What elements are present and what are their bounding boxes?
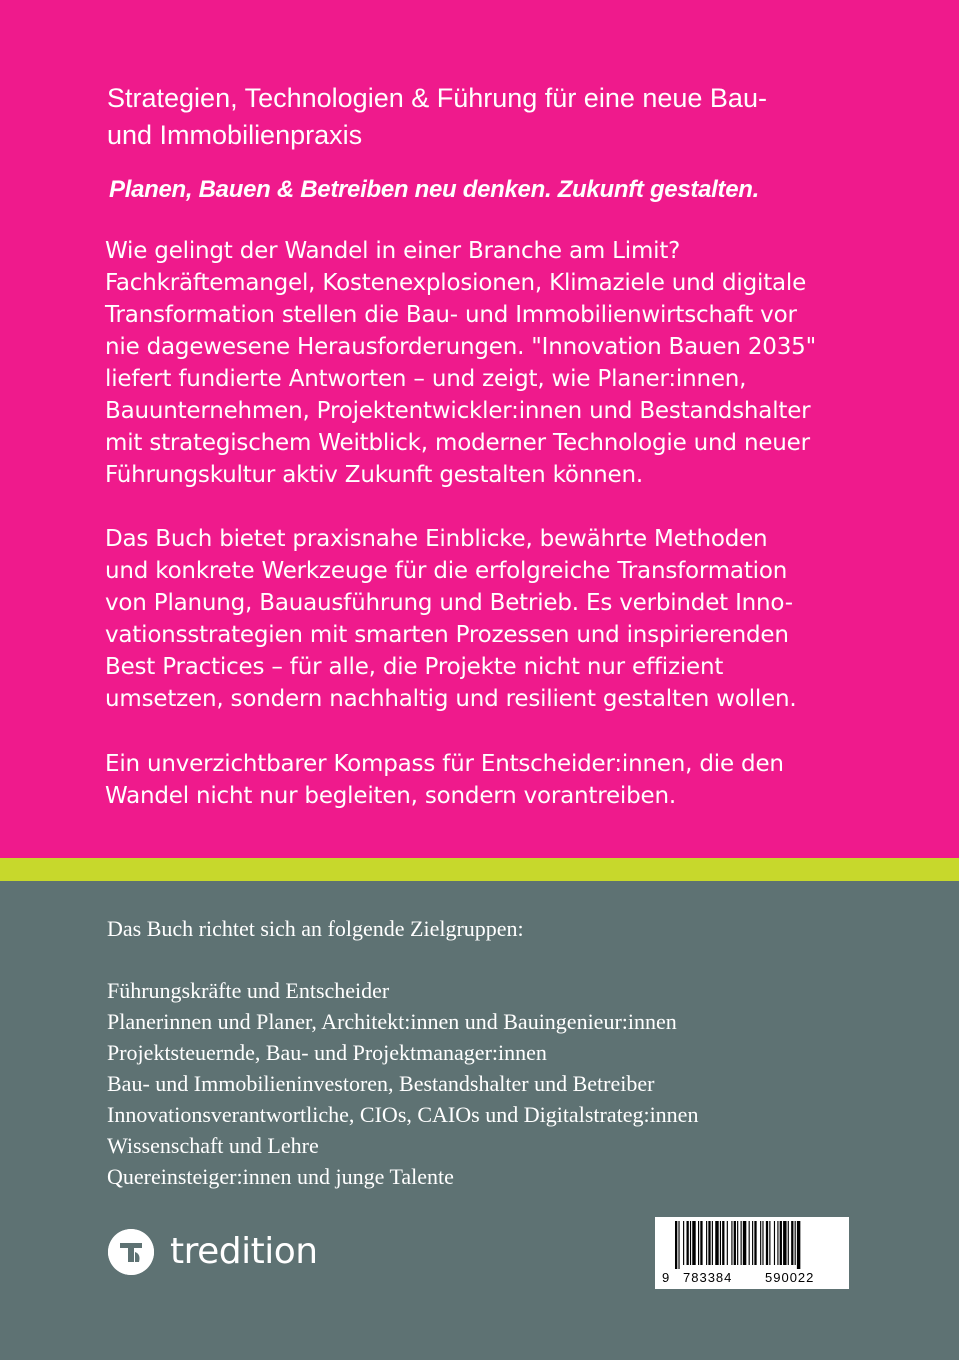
barcode-bar bbox=[743, 1221, 746, 1265]
publisher-brand bbox=[108, 1228, 318, 1276]
barcode-bar bbox=[698, 1221, 699, 1265]
barcode-bar bbox=[690, 1221, 691, 1265]
barcode-bar bbox=[797, 1221, 800, 1269]
target-groups-intro: Das Buch richtet sich an folgende Zielgruppen: bbox=[107, 916, 524, 941]
barcode-bar bbox=[774, 1221, 775, 1265]
barcode-bar bbox=[788, 1221, 789, 1265]
barcode-bar bbox=[700, 1221, 702, 1265]
barcode-bar bbox=[769, 1221, 770, 1265]
barcode-bar bbox=[722, 1221, 724, 1265]
target-groups-list bbox=[107, 975, 698, 1192]
barcode-bar bbox=[678, 1221, 679, 1269]
barcode-right-digits: 590022 bbox=[765, 1270, 815, 1285]
barcode-bar bbox=[683, 1221, 684, 1265]
barcode-bar bbox=[706, 1221, 707, 1265]
barcode-bar bbox=[780, 1221, 782, 1265]
barcode-bar bbox=[762, 1221, 763, 1265]
target-group-item: Wissenschaft und Lehre bbox=[107, 1133, 319, 1158]
barcode-bar bbox=[731, 1221, 732, 1265]
blurb-paragraph: Wie gelingt der Wandel in einer Branche am Limit? Fachkräftemangel, Kostenexplosionen, Klimaziele und digitale Transformation stellen die Bau- und Immobilienwirtschaft vor nie dagewesene Herausforderungen. "Innovation Bauen 2035" liefert fundierte Antworten – und zeigt, wie Planer:innen, Bauunternehmen, Projektentwickler:innen und Bestandshalter mit strategischem Weitblick, moderner Technologie und neuer Führungskultur aktiv Zukunft gestalten können. bbox=[105, 238, 816, 488]
barcode-digits bbox=[655, 1269, 849, 1287]
barcode-bar bbox=[795, 1221, 796, 1265]
publisher-name: tredition bbox=[170, 1231, 318, 1272]
target-group-item: Projektsteuernde, Bau- und Projektmanager:innen bbox=[107, 1040, 547, 1065]
barcode-bar bbox=[777, 1221, 778, 1265]
blurb-paragraph: Das Buch bietet praxisnahe Einblicke, bewährte Methoden und konkrete Werkzeuge für die erfolgreiche Transformation von Planung, Bauausführung und Betrieb. Es verbindet Inno- vationsstrategien mit smarten Prozessen und inspirierenden Best Practices – für alle, die Projekte nicht nur effizient umsetzen, sondern nachhaltig und resilient gestalten wollen. bbox=[105, 526, 797, 712]
barcode-left-digits: 783384 bbox=[683, 1270, 733, 1285]
blurb-paragraph: Ein unverzichtbarer Kompass für Entscheider:innen, die den Wandel nicht nur begleiten, sondern vorantreiben. bbox=[105, 751, 784, 809]
barcode-bar bbox=[720, 1221, 721, 1265]
book-subtitle: Strategien, Technologien & Führung für eine neue Bau- und Immobilienpraxis bbox=[107, 83, 767, 150]
barcode-bar bbox=[783, 1221, 786, 1265]
barcode-lead-digit: 9 bbox=[662, 1270, 670, 1285]
barcode-bar bbox=[692, 1221, 695, 1265]
barcode-bar bbox=[766, 1221, 768, 1265]
isbn-barcode bbox=[655, 1217, 849, 1289]
barcode-bar bbox=[741, 1221, 742, 1265]
barcode-bar bbox=[734, 1221, 736, 1265]
barcode-bar bbox=[687, 1221, 689, 1265]
book-tagline: Planen, Bauen & Betreiben neu denken. Zukunft gestalten. bbox=[109, 176, 759, 203]
barcode-bar bbox=[752, 1221, 753, 1265]
target-group-item: Quereinsteiger:innen und junge Talente bbox=[107, 1164, 454, 1189]
barcode-bar bbox=[712, 1221, 713, 1265]
target-group-item: Bau- und Immobilieninvestoren, Bestandshalter und Betreiber bbox=[107, 1071, 655, 1096]
barcode-bar bbox=[727, 1221, 728, 1265]
target-group-item: Planerinnen und Planer, Architekt:innen und Bauingenieur:innen bbox=[107, 1009, 677, 1034]
tredition-t-logo-icon bbox=[108, 1229, 154, 1275]
barcode-bar bbox=[791, 1221, 793, 1265]
barcode-bar bbox=[749, 1221, 750, 1265]
barcode-bar bbox=[737, 1221, 738, 1265]
barcode-bars bbox=[655, 1217, 849, 1269]
target-group-item: Führungskräfte und Entscheider bbox=[107, 978, 390, 1003]
barcode-bar bbox=[754, 1221, 756, 1265]
barcode-bar bbox=[760, 1221, 761, 1265]
barcode-bar bbox=[708, 1221, 710, 1265]
barcode-bar bbox=[675, 1221, 677, 1269]
accent-divider bbox=[0, 858, 959, 881]
target-group-item: Innovationsverantwortliche, CIOs, CAIOs und Digitalstrateg:innen bbox=[107, 1102, 699, 1127]
barcode-bar bbox=[715, 1221, 718, 1265]
